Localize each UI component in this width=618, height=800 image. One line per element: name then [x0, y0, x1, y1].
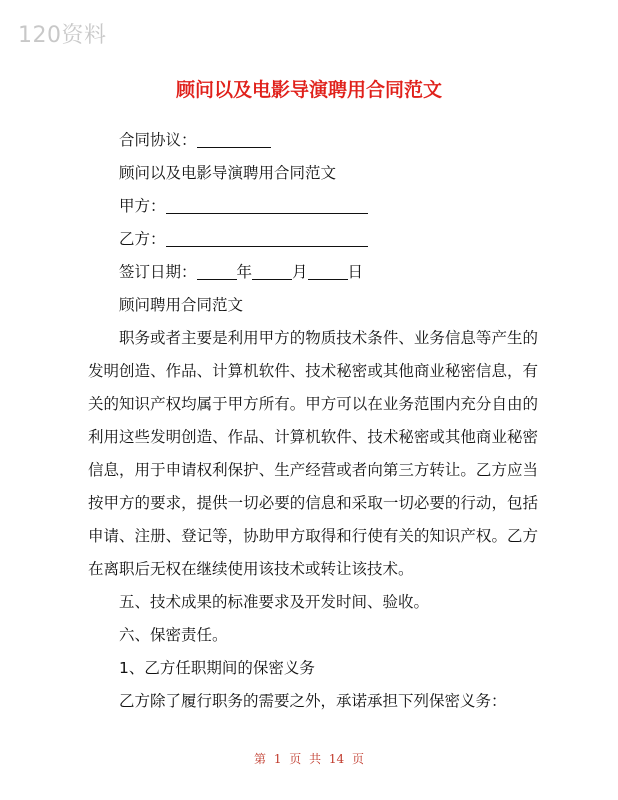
paragraph-ip-ownership: 职务或者主要是利用甲方的物质技术条件、业务信息等产生的发明创造、作品、计算机软件、技术秘密或其他商业秘密信息，有关的知识产权均属于甲方所有。甲方可以在业务范围内充分自由的利用这些发明创造、作品、计算机软件、技术秘密或其他商业秘密信息，用于申请权利保护、生产经营或者向第三方转让。乙方应当按甲方的要求，提供一切必要的信息和采取一切必要的行动，包括申请、注册、登记等，协助甲方取得和行使有关的知识产权。乙方在离职后无权在继续使用该技术或转让该技术。 — [88, 329, 538, 578]
page-footer: 第 1 页 共 14 页 — [254, 752, 364, 766]
sign-date-field — [88, 256, 538, 289]
day-label: 日 — [347, 263, 364, 281]
clause-6-1-text: 乙方除了履行职务的需要之外，承诺承担下列保密义务： — [119, 692, 507, 710]
clause-6: 六、保密责任。 — [119, 626, 228, 644]
agreement-blank — [197, 129, 271, 148]
month-label: 月 — [292, 263, 308, 281]
party-a-field — [88, 190, 538, 223]
watermark: 120资料 — [18, 23, 107, 48]
party-b-label: 乙方： — [119, 230, 166, 248]
year-blank — [197, 261, 237, 280]
month-blank — [252, 261, 292, 280]
clause-5: 五、技术成果的标准要求及开发时间、验收。 — [119, 593, 430, 611]
clause-6-1: 1、乙方任职期间的保密义务 — [119, 659, 315, 677]
day-blank — [308, 261, 348, 280]
sign-date-label: 签订日期： — [119, 263, 197, 281]
year-label: 年 — [236, 263, 253, 281]
party-a-blank — [166, 195, 368, 214]
party-b-field — [88, 223, 538, 256]
section-heading: 顾问聘用合同范文 — [119, 296, 244, 314]
party-b-blank — [166, 228, 368, 247]
agreement-field — [88, 124, 538, 157]
document-body — [88, 124, 538, 718]
subtitle: 顾问以及电影导演聘用合同范文 — [119, 164, 337, 182]
document-title: 顾问以及电影导演聘用合同范文 — [175, 79, 442, 101]
party-a-label: 甲方： — [119, 197, 166, 215]
agreement-label: 合同协议： — [119, 131, 197, 149]
